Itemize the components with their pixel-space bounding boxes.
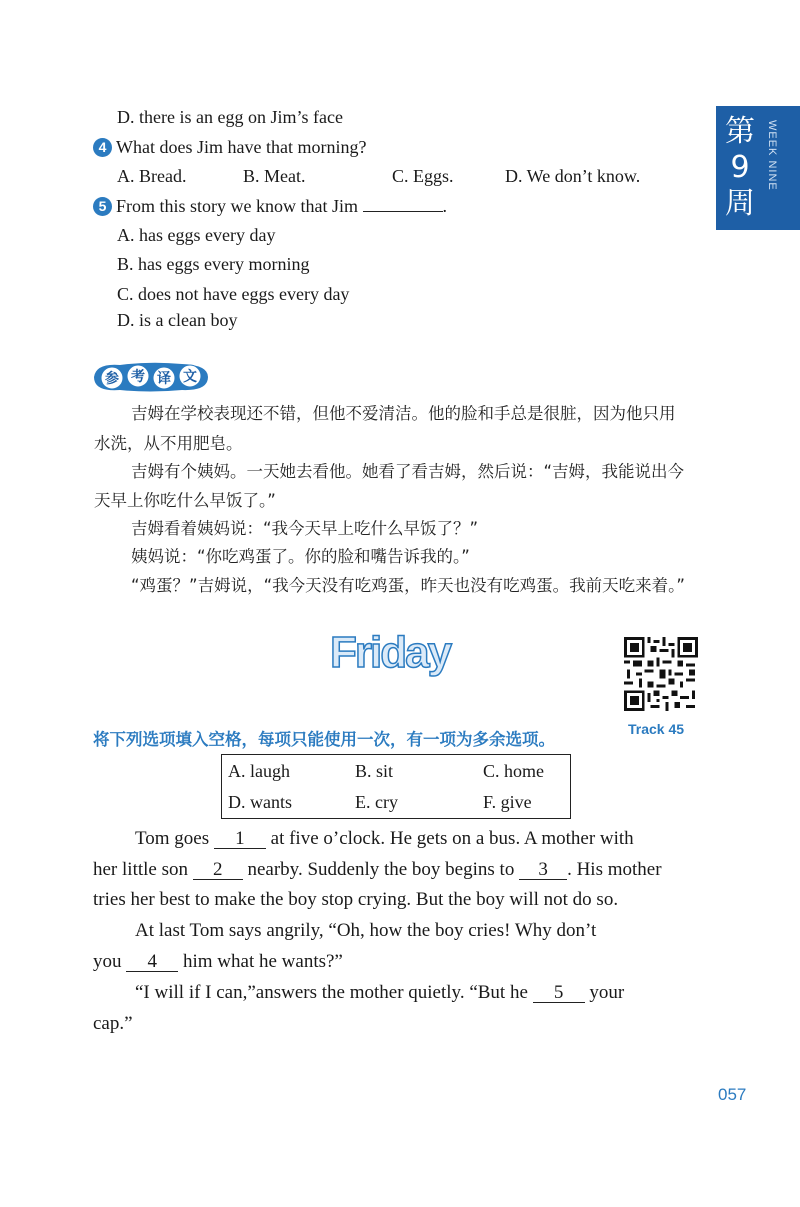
passage-line-2 — [93, 859, 662, 881]
friday-title: Friday — [330, 628, 451, 677]
q4-option-a: A. Bread. — [117, 166, 187, 186]
passage-text: . His mother — [567, 859, 662, 880]
q5-option-b: B. has eggs every morning — [117, 254, 310, 274]
q5-option-c: C. does not have eggs every day — [117, 284, 350, 304]
week-subtitle: WEEK NINE — [766, 120, 778, 191]
q5-option-d: D. is a clean boy — [117, 310, 238, 330]
passage-text: “I will if I can,”answers the mother quietly. “But he — [135, 982, 528, 1003]
passage-text: you — [93, 951, 122, 972]
q4-text: What does Jim have that morning? — [116, 137, 367, 157]
q4-option-c: C. Eggs. — [392, 166, 454, 186]
reference-badge — [90, 359, 212, 395]
passage-text: Tom goes — [135, 828, 210, 849]
q4-option-d: D. We don’t know. — [505, 166, 641, 186]
week-tab — [716, 106, 800, 230]
qr-code-icon[interactable] — [624, 637, 698, 711]
passage-line-5 — [93, 951, 343, 973]
q4-option-b: B. Meat. — [243, 166, 306, 186]
translation-line-5: 吉姆看着姨妈说：“我今天早上吃什么早饭了？” — [131, 519, 479, 538]
translation-line-4: 天早上你吃什么早饭了。” — [94, 491, 276, 510]
badge-char-2: 考 — [131, 369, 145, 385]
blank-3: 3 — [519, 861, 567, 880]
badge-char-4: 文 — [183, 369, 197, 385]
option-e: E. cry — [355, 792, 398, 812]
blank-1: 1 — [214, 830, 266, 849]
option-b: B. sit — [355, 761, 394, 781]
passage-text: at five o’clock. He gets on a bus. A mother with — [270, 828, 634, 849]
week-title: 第9周 — [725, 114, 755, 221]
passage-text: her little son — [93, 859, 188, 880]
options-box — [221, 754, 571, 819]
q5-option-a: A. has eggs every day — [117, 225, 276, 245]
q4-question — [93, 137, 366, 158]
badge-char-3: 译 — [157, 371, 171, 387]
passage-line-1 — [135, 828, 634, 850]
passage-text: him what he wants?” — [183, 951, 343, 972]
passage-line-4: At last Tom says angrily, “Oh, how the boy cries! Why don’t — [135, 920, 597, 941]
q4-number: 4 — [93, 138, 112, 157]
option-c: C. home — [483, 761, 544, 781]
passage-text: nearby. Suddenly the boy begins to — [247, 859, 515, 880]
q5-question — [93, 196, 447, 217]
exercise-instruction: 将下列选项填入空格，每项只能使用一次，有一项为多余选项。 — [93, 730, 555, 749]
badge-char-1: 参 — [105, 371, 119, 387]
track-label: Track 45 — [628, 721, 685, 737]
translation-line-2: 水洗，从不用肥皂。 — [94, 434, 243, 453]
translation-line-7: “鸡蛋？”吉姆说，“我今天没有吃鸡蛋，昨天也没有吃鸡蛋。我前天吃来着。” — [131, 576, 685, 595]
option-a: A. laugh — [228, 761, 290, 781]
option-f: F. give — [483, 792, 532, 812]
passage-line-3: tries her best to make the boy stop crying. But the boy will not do so. — [93, 889, 619, 910]
passage-line-6 — [135, 982, 624, 1004]
translation-line-6: 姨妈说：“你吃鸡蛋了。你的脸和嘴告诉我的。” — [131, 547, 470, 566]
passage-text: your — [589, 982, 625, 1003]
blank-5: 5 — [533, 984, 585, 1003]
translation-line-1: 吉姆在学校表现还不错，但他不爱清洁。他的脸和手总是很脏，因为他只用 — [131, 404, 676, 423]
q5-text-end: . — [442, 196, 447, 216]
q3-option-d: D. there is an egg on Jim’s face — [117, 107, 343, 127]
translation-line-3: 吉姆有个姨妈。一天她去看他。她看了看吉姆，然后说：“吉姆，我能说出今 — [131, 462, 685, 481]
q5-blank — [363, 197, 443, 212]
option-d: D. wants — [228, 792, 292, 812]
blank-4: 4 — [126, 953, 178, 972]
q5-number: 5 — [93, 197, 112, 216]
q5-text: From this story we know that Jim — [116, 196, 358, 216]
page-number: 057 — [718, 1085, 747, 1104]
passage-line-7: cap.” — [93, 1013, 133, 1034]
blank-2: 2 — [193, 861, 243, 880]
